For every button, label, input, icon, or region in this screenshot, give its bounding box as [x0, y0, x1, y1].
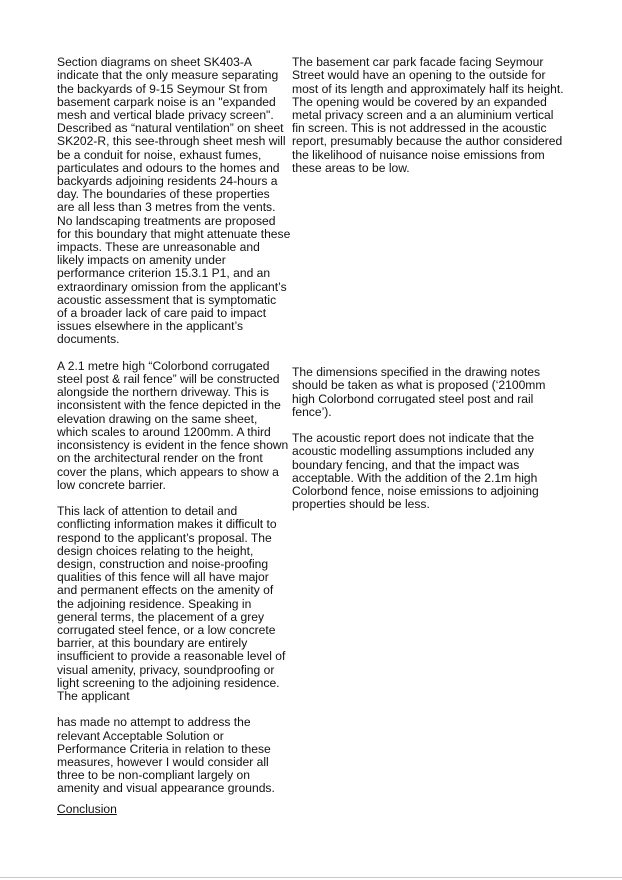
page-bottom-divider — [0, 877, 622, 878]
right-paragraph-facade: The basement car park facade facing Seymour Street would have an opening to the outside for most of its length and approximately half its height. The opening would be covered by an expanded metal privacy screen and a an aluminium vertical fin screen. This is not addressed in the acoustic report, presumably because the author considered the likelihood of nuisance noise emissions from these areas to be low. — [292, 55, 564, 175]
left-paragraph-carpark-screen: Section diagrams on sheet SK403-A indicate that the only measure separating the backyards of 9-15 Seymour St from basement carpark noise is an "expanded mesh and vertical blade privacy screen". Described as “natural ventilation” on sheet SK202-R, this see-through sheet mesh will be a conduit for noise, exhaust fumes, particulates and odours to the homes and backyards adjoining residents 24-hours a day. The boundaries of these properties are all less than 3 metres from the vents. No landscaping treatments are proposed for this boundary that might attenuate these impacts. These are unreasonable and likely impacts on amenity under performance criterion 15.3.1 P1, and an extraordinary omission from the applicant’s acoustic assessment that is symptomatic of a broader lack of care paid to impact issues elsewhere in the applicant’s documents. — [57, 55, 291, 347]
left-paragraph-applicant: has made no attempt to address the relevant Acceptable Solution or Performance Criteria in relation to these measures, however I would consider all three to be non-compliant largely on amenity and visual appearance grounds. — [57, 715, 275, 796]
left-paragraph-fence: A 2.1 metre high “Colorbond corrugated steel post & rail fence” will be constructed alongside the northern driveway. This is inconsistent with the fence depicted in the elevation drawing on the same sheet, which scales to around 1200mm. A third inconsistency is evident in the fence shown on the architectural render on the front cover the plans, which appears to show a low concrete barrier. — [57, 358, 289, 492]
right-column-bottom — [292, 353, 572, 525]
left-paragraph-detail: This lack of attention to detail and conflicting information makes it difficult to respond to the applicant’s proposal. The design choices relating to the height, design, construction and noise-proofing qualities of this fence will all have major and permanent effects on the amenity of the adjoining residence. Speaking in general terms, the placement of a grey corrugated steel fence, or a low concrete barrier, at this boundary are entirely insufficient to provide a reasonable level of visual amenity, privacy, soundproofing or light screening to the adjoining residence. The applicant — [57, 504, 286, 703]
right-paragraph-acoustic-report: The acoustic report does not indicate that the acoustic modelling assumptions included any boundary fencing, and that the impact was acceptable. With the addition of the 2.1m high Colorbond fence, noise emissions to adjoining properties should be less. — [292, 431, 539, 512]
right-paragraph-dimensions: The dimensions specified in the drawing notes should be taken as what is proposed (‘2100mm high Colorbond corrugated steel post and rail fence’). — [292, 365, 546, 419]
right-column-top — [292, 43, 572, 188]
conclusion-heading: Conclusion — [57, 802, 117, 816]
left-column — [57, 43, 293, 809]
